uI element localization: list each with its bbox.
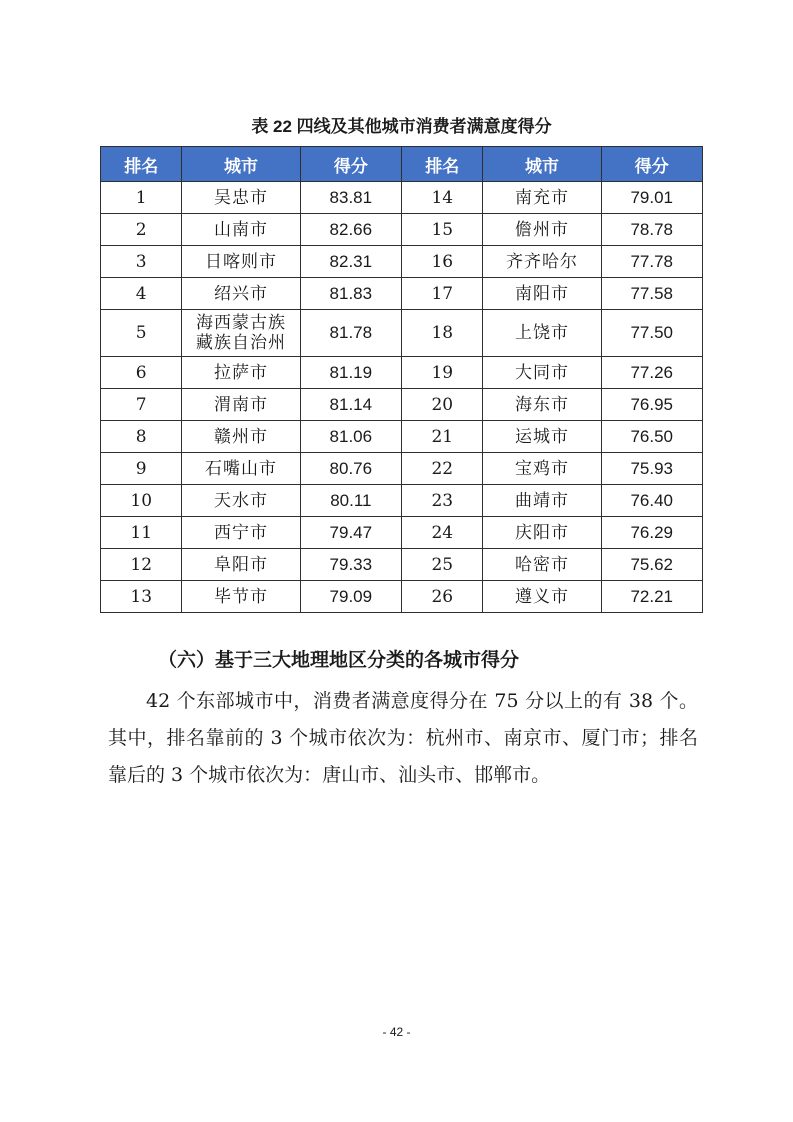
table-row	[101, 549, 703, 581]
rank-cell: 20	[402, 389, 483, 421]
score-cell: 79.47	[300, 517, 401, 549]
rank-cell: 14	[402, 182, 483, 214]
table-row	[101, 581, 703, 613]
rank-cell: 18	[402, 310, 483, 357]
city-cell: 吴忠市	[182, 182, 300, 214]
score-cell: 81.06	[300, 421, 401, 453]
rank-cell: 15	[402, 214, 483, 246]
score-cell: 76.40	[601, 485, 703, 517]
city-cell: 毕节市	[182, 581, 300, 613]
header-city-1: 城市	[182, 147, 300, 182]
city-cell: 海西蒙古族藏族自治州	[182, 310, 300, 357]
city-cell: 绍兴市	[182, 278, 300, 310]
table-row	[101, 246, 703, 278]
rank-cell: 24	[402, 517, 483, 549]
score-cell: 82.66	[300, 214, 401, 246]
rank-cell: 1	[101, 182, 182, 214]
city-cell: 西宁市	[182, 517, 300, 549]
table-caption: 表 22 四线及其他城市消费者满意度得分	[251, 117, 552, 136]
rank-cell: 8	[101, 421, 182, 453]
rank-cell: 23	[402, 485, 483, 517]
rank-cell: 9	[101, 453, 182, 485]
satisfaction-score-table	[100, 146, 703, 613]
rank-cell: 19	[402, 357, 483, 389]
score-cell: 72.21	[601, 581, 703, 613]
score-cell: 76.29	[601, 517, 703, 549]
header-city-2: 城市	[483, 147, 601, 182]
score-cell: 77.58	[601, 278, 703, 310]
table-row	[101, 214, 703, 246]
page-number: - 42 -	[382, 1025, 411, 1039]
city-cell: 拉萨市	[182, 357, 300, 389]
city-cell: 南充市	[483, 182, 601, 214]
rank-cell: 3	[101, 246, 182, 278]
body-paragraph: 42 个东部城市中，消费者满意度得分在 75 分以上的有 38 个。其中，排名靠前的 3 个城市依次为：杭州市、南京市、厦门市；排名靠后的 3 个城市依次为：唐山市、汕头市、邯郸市。	[108, 690, 698, 786]
table-row	[101, 357, 703, 389]
score-cell: 80.76	[300, 453, 401, 485]
score-cell: 81.78	[300, 310, 401, 357]
score-cell: 80.11	[300, 485, 401, 517]
rank-cell: 21	[402, 421, 483, 453]
city-cell: 南阳市	[483, 278, 601, 310]
header-score-1: 得分	[300, 147, 401, 182]
table-row	[101, 485, 703, 517]
city-cell: 庆阳市	[483, 517, 601, 549]
rank-cell: 16	[402, 246, 483, 278]
city-cell: 石嘴山市	[182, 453, 300, 485]
city-cell: 赣州市	[182, 421, 300, 453]
rank-cell: 7	[101, 389, 182, 421]
score-cell: 78.78	[601, 214, 703, 246]
table-row	[101, 517, 703, 549]
rank-cell: 22	[402, 453, 483, 485]
score-cell: 83.81	[300, 182, 401, 214]
score-cell: 77.78	[601, 246, 703, 278]
city-cell: 运城市	[483, 421, 601, 453]
table-header-row	[101, 147, 703, 182]
score-cell: 79.09	[300, 581, 401, 613]
rank-cell: 11	[101, 517, 182, 549]
city-cell: 哈密市	[483, 549, 601, 581]
rank-cell: 17	[402, 278, 483, 310]
score-cell: 77.50	[601, 310, 703, 357]
score-cell: 76.95	[601, 389, 703, 421]
rank-cell: 10	[101, 485, 182, 517]
city-cell: 日喀则市	[182, 246, 300, 278]
header-rank-1: 排名	[101, 147, 182, 182]
score-cell: 79.33	[300, 549, 401, 581]
city-cell: 齐齐哈尔	[483, 246, 601, 278]
table-row	[101, 421, 703, 453]
city-cell: 宝鸡市	[483, 453, 601, 485]
rank-cell: 12	[101, 549, 182, 581]
city-cell: 海东市	[483, 389, 601, 421]
city-cell: 山南市	[182, 214, 300, 246]
table-row	[101, 310, 703, 357]
rank-cell: 6	[101, 357, 182, 389]
score-cell: 75.93	[601, 453, 703, 485]
table-row	[101, 182, 703, 214]
score-cell: 76.50	[601, 421, 703, 453]
table-row	[101, 453, 703, 485]
header-rank-2: 排名	[402, 147, 483, 182]
city-cell: 儋州市	[483, 214, 601, 246]
rank-cell: 4	[101, 278, 182, 310]
city-cell: 遵义市	[483, 581, 601, 613]
section-heading: （六）基于三大地理地区分类的各城市得分	[158, 649, 520, 671]
score-cell: 81.83	[300, 278, 401, 310]
rank-cell: 25	[402, 549, 483, 581]
city-cell: 渭南市	[182, 389, 300, 421]
city-cell: 大同市	[483, 357, 601, 389]
rank-cell: 5	[101, 310, 182, 357]
table-row	[101, 389, 703, 421]
city-cell: 曲靖市	[483, 485, 601, 517]
rank-cell: 13	[101, 581, 182, 613]
score-cell: 81.14	[300, 389, 401, 421]
score-cell: 77.26	[601, 357, 703, 389]
city-cell: 天水市	[182, 485, 300, 517]
table-row	[101, 278, 703, 310]
rank-cell: 2	[101, 214, 182, 246]
header-score-2: 得分	[601, 147, 703, 182]
rank-cell: 26	[402, 581, 483, 613]
score-cell: 82.31	[300, 246, 401, 278]
score-cell: 79.01	[601, 182, 703, 214]
score-cell: 75.62	[601, 549, 703, 581]
table-body	[101, 182, 703, 613]
city-cell: 阜阳市	[182, 549, 300, 581]
score-cell: 81.19	[300, 357, 401, 389]
city-cell: 上饶市	[483, 310, 601, 357]
